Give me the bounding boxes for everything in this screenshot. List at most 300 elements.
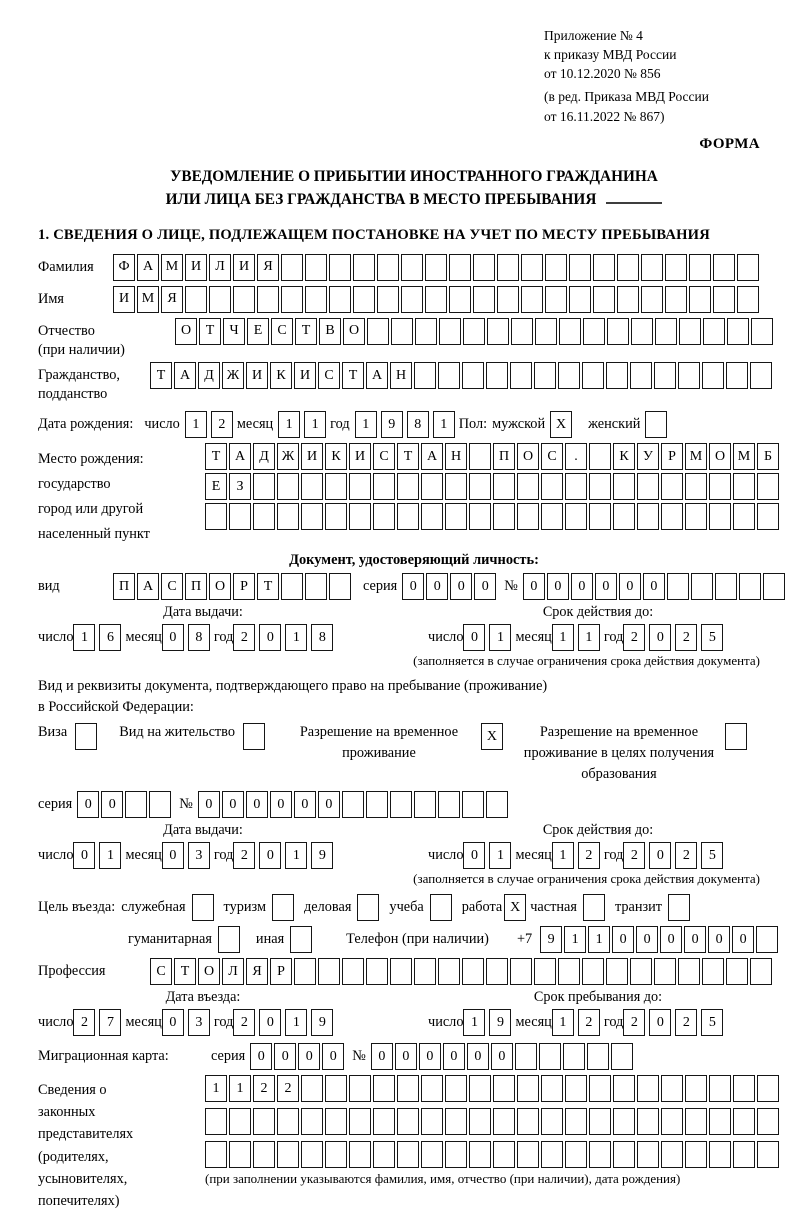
char-box[interactable]	[565, 503, 587, 530]
char-box[interactable]	[425, 254, 447, 281]
char-box[interactable]	[702, 958, 724, 985]
char-box[interactable]: 0	[162, 842, 184, 869]
char-box[interactable]	[517, 1108, 539, 1135]
char-box[interactable]	[353, 254, 375, 281]
char-box[interactable]	[589, 1141, 611, 1168]
char-box[interactable]: 0	[318, 791, 340, 818]
char-box[interactable]	[589, 503, 611, 530]
char-box[interactable]: М	[733, 443, 755, 470]
char-box[interactable]: Т	[205, 443, 227, 470]
char-box[interactable]: 0	[474, 573, 496, 600]
char-box[interactable]	[563, 1043, 585, 1070]
char-box[interactable]: А	[421, 443, 443, 470]
char-box[interactable]	[243, 723, 265, 750]
char-box[interactable]	[613, 503, 635, 530]
char-box[interactable]	[373, 1108, 395, 1135]
char-box[interactable]	[277, 1141, 299, 1168]
patronymic-boxes[interactable]	[175, 318, 775, 345]
birth-day-boxes[interactable]	[185, 411, 237, 438]
surname-boxes[interactable]	[113, 254, 761, 281]
char-box[interactable]: 0	[491, 1043, 513, 1070]
char-box[interactable]	[654, 362, 676, 389]
char-box[interactable]: А	[229, 443, 251, 470]
purpose-tourism-checkbox[interactable]	[272, 894, 294, 921]
char-box[interactable]: 0	[660, 926, 682, 953]
char-box[interactable]: 1	[99, 842, 121, 869]
char-box[interactable]	[469, 443, 491, 470]
char-box[interactable]: Т	[342, 362, 364, 389]
char-box[interactable]	[349, 473, 371, 500]
char-box[interactable]	[613, 1141, 635, 1168]
legal-reps-line3-boxes[interactable]	[205, 1141, 781, 1168]
char-box[interactable]: 5	[701, 1009, 723, 1036]
char-box[interactable]	[277, 503, 299, 530]
char-box[interactable]	[421, 1075, 443, 1102]
char-box[interactable]: 0	[426, 573, 448, 600]
char-box[interactable]	[510, 362, 532, 389]
char-box[interactable]	[559, 318, 581, 345]
char-box[interactable]	[373, 473, 395, 500]
char-box[interactable]: 0	[294, 791, 316, 818]
char-box[interactable]	[373, 503, 395, 530]
char-box[interactable]: С	[150, 958, 172, 985]
char-box[interactable]	[325, 1075, 347, 1102]
char-box[interactable]	[691, 573, 713, 600]
char-box[interactable]: 2	[233, 1009, 255, 1036]
char-box[interactable]	[415, 318, 437, 345]
char-box[interactable]: К	[325, 443, 347, 470]
char-box[interactable]: 0	[523, 573, 545, 600]
char-box[interactable]	[445, 473, 467, 500]
char-box[interactable]	[445, 1108, 467, 1135]
char-box[interactable]: 2	[277, 1075, 299, 1102]
char-box[interactable]	[439, 318, 461, 345]
char-box[interactable]	[541, 473, 563, 500]
char-box[interactable]: 1	[552, 842, 574, 869]
char-box[interactable]: 0	[402, 573, 424, 600]
char-box[interactable]	[733, 1075, 755, 1102]
char-box[interactable]: 5	[701, 624, 723, 651]
char-box[interactable]: 0	[73, 842, 95, 869]
permit-valid-year-boxes[interactable]	[623, 842, 727, 869]
char-box[interactable]	[253, 1141, 275, 1168]
char-box[interactable]	[541, 1075, 563, 1102]
char-box[interactable]	[661, 473, 683, 500]
char-box[interactable]	[534, 958, 556, 985]
char-box[interactable]: 1	[285, 842, 307, 869]
char-box[interactable]: 2	[233, 624, 255, 651]
char-box[interactable]	[301, 1108, 323, 1135]
char-box[interactable]: Я	[246, 958, 268, 985]
entry-month-boxes[interactable]	[162, 1009, 214, 1036]
char-box[interactable]	[473, 254, 495, 281]
purpose-commercial-checkbox[interactable]	[357, 894, 379, 921]
char-box[interactable]	[325, 1108, 347, 1135]
char-box[interactable]	[709, 1141, 731, 1168]
char-box[interactable]: 1	[285, 624, 307, 651]
char-box[interactable]	[593, 254, 615, 281]
char-box[interactable]: 0	[463, 624, 485, 651]
char-box[interactable]	[425, 286, 447, 313]
char-box[interactable]	[301, 1141, 323, 1168]
char-box[interactable]	[469, 1141, 491, 1168]
char-box[interactable]	[517, 503, 539, 530]
char-box[interactable]	[637, 1108, 659, 1135]
char-box[interactable]: 0	[612, 926, 634, 953]
char-box[interactable]	[462, 791, 484, 818]
char-box[interactable]: 0	[162, 624, 184, 651]
char-box[interactable]: 0	[649, 1009, 671, 1036]
char-box[interactable]	[366, 791, 388, 818]
char-box[interactable]: О	[209, 573, 231, 600]
char-box[interactable]	[750, 362, 772, 389]
char-box[interactable]	[534, 362, 556, 389]
char-box[interactable]	[587, 1043, 609, 1070]
char-box[interactable]	[430, 894, 452, 921]
char-box[interactable]	[757, 1075, 779, 1102]
char-box[interactable]	[757, 1108, 779, 1135]
char-box[interactable]	[473, 286, 495, 313]
char-box[interactable]	[606, 958, 628, 985]
char-box[interactable]: 0	[270, 791, 292, 818]
char-box[interactable]	[75, 723, 97, 750]
char-box[interactable]: 9	[311, 842, 333, 869]
char-box[interactable]	[205, 503, 227, 530]
char-box[interactable]	[637, 503, 659, 530]
char-box[interactable]	[281, 286, 303, 313]
char-box[interactable]: 2	[233, 842, 255, 869]
char-box[interactable]	[421, 1141, 443, 1168]
char-box[interactable]: 0	[649, 842, 671, 869]
char-box[interactable]	[414, 791, 436, 818]
char-box[interactable]	[569, 254, 591, 281]
char-box[interactable]: 2	[623, 1009, 645, 1036]
char-box[interactable]: 1	[73, 624, 95, 651]
char-box[interactable]	[349, 1108, 371, 1135]
char-box[interactable]	[253, 473, 275, 500]
char-box[interactable]: Я	[161, 286, 183, 313]
gender-male-checkbox[interactable]	[550, 411, 572, 438]
char-box[interactable]	[685, 1141, 707, 1168]
char-box[interactable]	[357, 894, 379, 921]
doc-valid-day-boxes[interactable]	[463, 624, 515, 651]
char-box[interactable]	[589, 443, 611, 470]
char-box[interactable]	[493, 1141, 515, 1168]
char-box[interactable]	[390, 958, 412, 985]
char-box[interactable]: И	[233, 254, 255, 281]
char-box[interactable]: 2	[675, 842, 697, 869]
char-box[interactable]	[582, 958, 604, 985]
stay-day-boxes[interactable]	[463, 1009, 515, 1036]
char-box[interactable]	[218, 926, 240, 953]
char-box[interactable]	[630, 958, 652, 985]
char-box[interactable]	[373, 1075, 395, 1102]
char-box[interactable]: А	[137, 254, 159, 281]
char-box[interactable]	[401, 286, 423, 313]
char-box[interactable]: 1	[185, 411, 207, 438]
char-box[interactable]	[510, 958, 532, 985]
permit-series-boxes[interactable]	[77, 791, 173, 818]
char-box[interactable]: Т	[150, 362, 172, 389]
legal-reps-line1-boxes[interactable]	[205, 1075, 781, 1102]
migration-number-boxes[interactable]	[371, 1043, 635, 1070]
citizenship-boxes[interactable]	[150, 362, 774, 389]
char-box[interactable]	[654, 958, 676, 985]
char-box[interactable]	[253, 1108, 275, 1135]
char-box[interactable]	[125, 791, 147, 818]
char-box[interactable]	[329, 286, 351, 313]
char-box[interactable]	[689, 254, 711, 281]
char-box[interactable]: 0	[395, 1043, 417, 1070]
char-box[interactable]	[281, 254, 303, 281]
char-box[interactable]	[301, 473, 323, 500]
doc-issue-day-boxes[interactable]	[73, 624, 125, 651]
char-box[interactable]: 3	[188, 842, 210, 869]
char-box[interactable]	[290, 926, 312, 953]
char-box[interactable]	[545, 286, 567, 313]
char-box[interactable]: С	[271, 318, 293, 345]
legal-reps-line2-boxes[interactable]	[205, 1108, 781, 1135]
char-box[interactable]	[438, 362, 460, 389]
char-box[interactable]: Р	[233, 573, 255, 600]
char-box[interactable]: Р	[270, 958, 292, 985]
char-box[interactable]: 0	[708, 926, 730, 953]
permit-valid-month-boxes[interactable]	[552, 842, 604, 869]
char-box[interactable]	[233, 286, 255, 313]
char-box[interactable]	[325, 503, 347, 530]
char-box[interactable]: 0	[259, 842, 281, 869]
char-box[interactable]: 0	[450, 573, 472, 600]
char-box[interactable]: Е	[247, 318, 269, 345]
char-box[interactable]: 1	[433, 411, 455, 438]
char-box[interactable]	[462, 362, 484, 389]
char-box[interactable]: Н	[390, 362, 412, 389]
char-box[interactable]: И	[185, 254, 207, 281]
char-box[interactable]: С	[318, 362, 340, 389]
char-box[interactable]	[661, 1141, 683, 1168]
char-box[interactable]	[493, 1108, 515, 1135]
char-box[interactable]	[613, 1075, 635, 1102]
char-box[interactable]: 0	[298, 1043, 320, 1070]
char-box[interactable]: 0	[162, 1009, 184, 1036]
char-box[interactable]: К	[613, 443, 635, 470]
char-box[interactable]: 0	[443, 1043, 465, 1070]
doc-type-boxes[interactable]	[113, 573, 353, 600]
char-box[interactable]: Д	[253, 443, 275, 470]
char-box[interactable]	[325, 473, 347, 500]
char-box[interactable]: Т	[199, 318, 221, 345]
char-box[interactable]: П	[185, 573, 207, 600]
char-box[interactable]: Д	[198, 362, 220, 389]
char-box[interactable]	[301, 1075, 323, 1102]
char-box[interactable]: 1	[588, 926, 610, 953]
char-box[interactable]	[589, 473, 611, 500]
char-box[interactable]: И	[113, 286, 135, 313]
char-box[interactable]	[349, 1141, 371, 1168]
char-box[interactable]	[493, 503, 515, 530]
char-box[interactable]	[469, 1108, 491, 1135]
char-box[interactable]	[665, 286, 687, 313]
char-box[interactable]	[517, 1075, 539, 1102]
char-box[interactable]	[641, 286, 663, 313]
char-box[interactable]	[281, 573, 303, 600]
char-box[interactable]: 1	[229, 1075, 251, 1102]
char-box[interactable]: 1	[564, 926, 586, 953]
char-box[interactable]	[390, 791, 412, 818]
char-box[interactable]	[517, 1141, 539, 1168]
char-box[interactable]: 7	[99, 1009, 121, 1036]
char-box[interactable]: 8	[188, 624, 210, 651]
char-box[interactable]	[613, 1108, 635, 1135]
char-box[interactable]: 1	[552, 624, 574, 651]
phone-boxes[interactable]	[540, 926, 780, 953]
char-box[interactable]	[709, 1108, 731, 1135]
given-name-boxes[interactable]	[113, 286, 761, 313]
char-box[interactable]	[257, 286, 279, 313]
char-box[interactable]	[493, 1075, 515, 1102]
char-box[interactable]	[487, 318, 509, 345]
char-box[interactable]: Б	[757, 443, 779, 470]
char-box[interactable]	[606, 362, 628, 389]
char-box[interactable]	[469, 473, 491, 500]
birth-place-line3-boxes[interactable]	[205, 503, 781, 530]
char-box[interactable]: 2	[623, 624, 645, 651]
char-box[interactable]	[445, 1141, 467, 1168]
doc-issue-month-boxes[interactable]	[162, 624, 214, 651]
char-box[interactable]	[630, 362, 652, 389]
char-box[interactable]: 2	[675, 1009, 697, 1036]
permit-issue-month-boxes[interactable]	[162, 842, 214, 869]
char-box[interactable]	[617, 254, 639, 281]
char-box[interactable]: 1	[278, 411, 300, 438]
char-box[interactable]: С	[373, 443, 395, 470]
purpose-work-checkbox[interactable]	[504, 894, 526, 921]
char-box[interactable]: 2	[73, 1009, 95, 1036]
char-box[interactable]	[377, 254, 399, 281]
char-box[interactable]	[709, 503, 731, 530]
char-box[interactable]	[541, 1108, 563, 1135]
char-box[interactable]	[678, 362, 700, 389]
char-box[interactable]	[185, 286, 207, 313]
char-box[interactable]	[709, 1075, 731, 1102]
char-box[interactable]: 0	[571, 573, 593, 600]
char-box[interactable]: Е	[205, 473, 227, 500]
char-box[interactable]: 1	[304, 411, 326, 438]
char-box[interactable]: И	[294, 362, 316, 389]
char-box[interactable]	[617, 286, 639, 313]
char-box[interactable]	[305, 573, 327, 600]
char-box[interactable]	[541, 1141, 563, 1168]
char-box[interactable]	[449, 254, 471, 281]
char-box[interactable]	[583, 894, 605, 921]
char-box[interactable]	[205, 1141, 227, 1168]
char-box[interactable]	[558, 362, 580, 389]
char-box[interactable]	[349, 503, 371, 530]
char-box[interactable]: 0	[77, 791, 99, 818]
char-box[interactable]: Ф	[113, 254, 135, 281]
char-box[interactable]	[689, 286, 711, 313]
purpose-humanitarian-checkbox[interactable]	[218, 926, 240, 953]
char-box[interactable]	[305, 254, 327, 281]
char-box[interactable]	[342, 958, 364, 985]
char-box[interactable]	[149, 791, 171, 818]
char-box[interactable]	[737, 254, 759, 281]
char-box[interactable]: О	[517, 443, 539, 470]
char-box[interactable]	[739, 573, 761, 600]
char-box[interactable]: М	[685, 443, 707, 470]
char-box[interactable]: 6	[99, 624, 121, 651]
char-box[interactable]	[582, 362, 604, 389]
char-box[interactable]: 0	[101, 791, 123, 818]
char-box[interactable]: М	[137, 286, 159, 313]
char-box[interactable]	[486, 362, 508, 389]
char-box[interactable]	[702, 362, 724, 389]
char-box[interactable]	[655, 318, 677, 345]
char-box[interactable]	[756, 926, 778, 953]
char-box[interactable]	[558, 958, 580, 985]
char-box[interactable]	[661, 1075, 683, 1102]
char-box[interactable]: 0	[619, 573, 641, 600]
char-box[interactable]	[645, 411, 667, 438]
char-box[interactable]: А	[366, 362, 388, 389]
birth-place-line1-boxes[interactable]	[205, 443, 781, 470]
char-box[interactable]: 0	[643, 573, 665, 600]
permit-number-boxes[interactable]	[198, 791, 510, 818]
birth-year-boxes[interactable]	[355, 411, 459, 438]
char-box[interactable]	[469, 1075, 491, 1102]
char-box[interactable]: 0	[463, 842, 485, 869]
char-box[interactable]	[318, 958, 340, 985]
char-box[interactable]	[685, 1108, 707, 1135]
char-box[interactable]	[469, 503, 491, 530]
char-box[interactable]: С	[161, 573, 183, 600]
char-box[interactable]	[401, 254, 423, 281]
char-box[interactable]	[463, 318, 485, 345]
char-box[interactable]: 0	[547, 573, 569, 600]
char-box[interactable]: В	[319, 318, 341, 345]
char-box[interactable]: 2	[253, 1075, 275, 1102]
char-box[interactable]: 9	[311, 1009, 333, 1036]
char-box[interactable]	[462, 958, 484, 985]
char-box[interactable]: 0	[371, 1043, 393, 1070]
char-box[interactable]	[391, 318, 413, 345]
char-box[interactable]	[637, 1075, 659, 1102]
char-box[interactable]	[421, 473, 443, 500]
char-box[interactable]	[301, 503, 323, 530]
char-box[interactable]	[757, 473, 779, 500]
char-box[interactable]	[727, 318, 749, 345]
char-box[interactable]	[733, 1141, 755, 1168]
char-box[interactable]	[733, 1108, 755, 1135]
char-box[interactable]: 2	[675, 624, 697, 651]
char-box[interactable]: 1	[552, 1009, 574, 1036]
char-box[interactable]	[679, 318, 701, 345]
purpose-study-checkbox[interactable]	[430, 894, 452, 921]
char-box[interactable]	[733, 473, 755, 500]
char-box[interactable]: О	[343, 318, 365, 345]
char-box[interactable]: М	[161, 254, 183, 281]
char-box[interactable]: 1	[489, 842, 511, 869]
char-box[interactable]: 3	[188, 1009, 210, 1036]
char-box[interactable]	[209, 286, 231, 313]
char-box[interactable]	[229, 1141, 251, 1168]
char-box[interactable]	[449, 286, 471, 313]
char-box[interactable]	[329, 573, 351, 600]
char-box[interactable]: 9	[540, 926, 562, 953]
char-box[interactable]: Т	[257, 573, 279, 600]
char-box[interactable]	[497, 254, 519, 281]
char-box[interactable]	[438, 791, 460, 818]
